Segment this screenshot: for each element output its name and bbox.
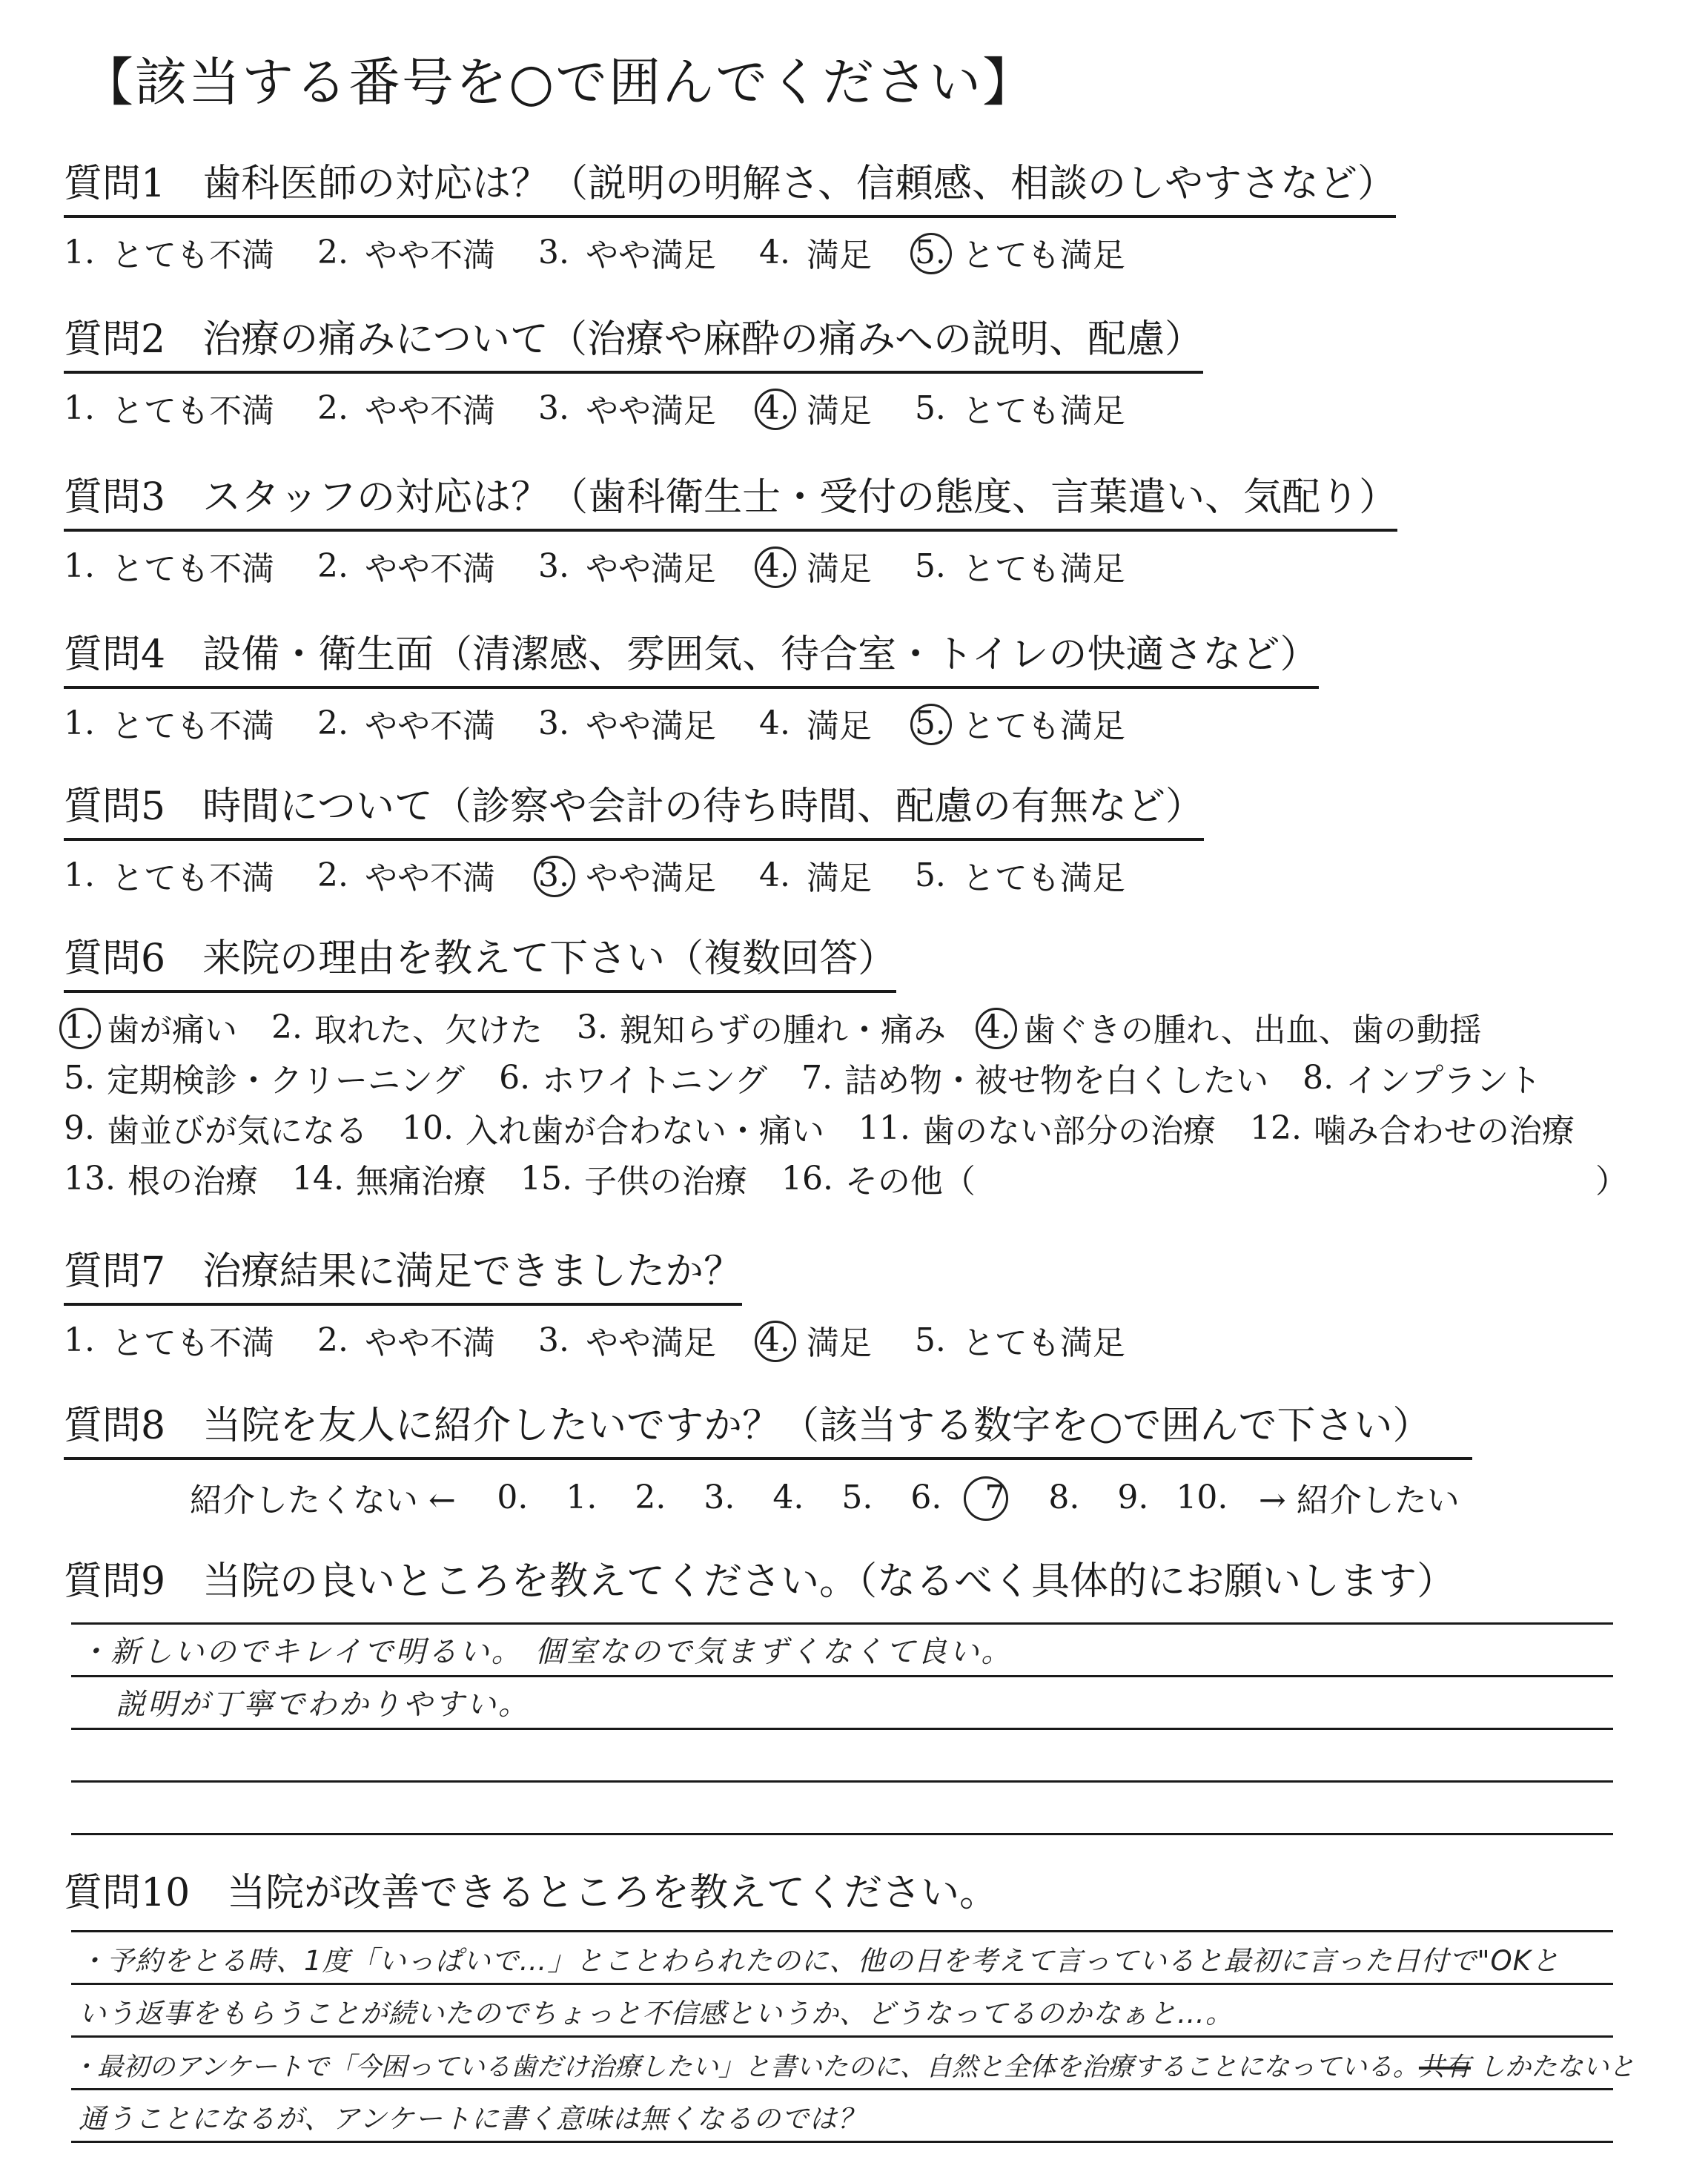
question-text: 時間について（診察や会計の待ち時間、配慮の有無など） — [202, 785, 1205, 829]
option-label: とても不満 — [110, 1324, 274, 1362]
struck-word: 共有 — [1418, 2052, 1471, 2082]
option-label: やや満足 — [585, 859, 716, 897]
rating-option — [915, 384, 1125, 432]
option-label: 親知らずの腫れ・痛み — [619, 1011, 946, 1049]
rating-option — [64, 851, 274, 899]
rating-option — [317, 699, 495, 747]
question-4 — [64, 623, 1650, 747]
answer-text: ・最初のアンケートで「今困っている歯だけ治療したい」と書いたのに、自然と全体を治療することになっている。 — [71, 2052, 1419, 2082]
other-close-paren: ） — [1595, 1163, 1628, 1200]
handwritten-answer: いう返事をもらうことが続いたのでちょっと不信感というか、どうなってるのかなぁと…。 — [79, 1998, 1234, 2029]
scale-value: 7 — [961, 1479, 1030, 1516]
question-text: 設備・衛生面（清潔感、雰囲気、待合室・トイレの快適さなど） — [202, 633, 1319, 677]
option-label: 取れた、欠けた — [314, 1011, 543, 1049]
option-label: ホワイトニング — [542, 1062, 768, 1100]
rating-option — [759, 542, 872, 589]
reason-option — [980, 1003, 1482, 1051]
question-8 — [64, 1394, 1650, 1521]
option-label: 噛み合わせの治療 — [1313, 1112, 1575, 1150]
option-label: とても不満 — [110, 237, 274, 274]
rating-option — [538, 228, 716, 276]
rating-option — [759, 699, 872, 747]
option-label: とても満足 — [961, 550, 1125, 588]
question-number: 質問9 — [64, 1559, 166, 1604]
handwritten-answer — [71, 2047, 1635, 2084]
scale-left-label: 紹介したくない ← — [190, 1482, 456, 1519]
option-label: やや不満 — [364, 707, 495, 745]
option-number: 14. — [291, 1159, 344, 1198]
answer-line — [71, 1932, 1613, 1985]
option-number: 1. — [64, 856, 95, 894]
answer-line — [71, 2038, 1635, 2090]
reason-option — [1250, 1104, 1575, 1152]
answer-text: しかたないと — [1479, 2052, 1635, 2082]
option-label: やや満足 — [585, 1324, 716, 1362]
option-number: 4. — [758, 389, 790, 427]
question-heading — [64, 1240, 742, 1306]
option-label: 歯のない部分の治療 — [921, 1112, 1216, 1150]
option-label: 満足 — [806, 392, 872, 430]
rating-options — [64, 384, 1650, 432]
option-number: 13. — [64, 1159, 116, 1198]
recommend-scale — [168, 1473, 1650, 1521]
reason-option — [1302, 1054, 1541, 1101]
option-number: 4. — [758, 856, 790, 894]
option-number: 1. — [64, 1008, 95, 1046]
question-3 — [64, 466, 1650, 589]
option-number: 2. — [317, 704, 348, 742]
answer-line — [71, 1572, 1613, 1625]
reason-option — [520, 1155, 747, 1202]
option-label: とても不満 — [110, 550, 274, 588]
rating-option — [759, 384, 872, 432]
option-label: とても不満 — [110, 392, 274, 430]
rating-option — [759, 228, 872, 276]
scale-value: 10. — [1176, 1478, 1228, 1516]
option-number: 2. — [271, 1008, 302, 1046]
scale-value: 1. — [566, 1478, 598, 1516]
option-label: やや満足 — [585, 707, 716, 745]
option-label: 満足 — [806, 707, 872, 745]
reason-option — [781, 1155, 976, 1202]
reason-row — [64, 1153, 1650, 1203]
option-number: 2. — [317, 233, 348, 271]
option-number: 1. — [64, 704, 95, 742]
question-text: 当院を友人に紹介したいですか？（該当する数字を○で囲んで下さい） — [202, 1404, 1431, 1448]
option-label: やや満足 — [585, 392, 716, 430]
option-number: 6. — [499, 1058, 531, 1097]
question-number: 質問4 — [64, 633, 166, 677]
question-number: 質問6 — [64, 937, 166, 981]
rating-options — [64, 1316, 1650, 1364]
scale-value: 0. — [497, 1478, 529, 1516]
option-number: 3. — [537, 546, 569, 585]
option-label: その他（ — [844, 1163, 976, 1200]
option-label: 詰め物・被せ物を白くしたい — [844, 1062, 1269, 1100]
rating-option — [317, 384, 495, 432]
option-label: 満足 — [806, 1324, 872, 1362]
rating-option — [915, 699, 1125, 747]
question-text: スタッフの対応は？（歯科衛生士・受付の態度、言葉遣い、気配り） — [202, 475, 1398, 520]
rating-option — [759, 851, 872, 899]
option-label: 子供の治療 — [583, 1163, 747, 1200]
rating-option — [64, 699, 274, 747]
rating-options — [64, 228, 1650, 276]
rating-option — [538, 1316, 716, 1364]
rating-option — [317, 1316, 495, 1364]
answer-line — [71, 1730, 1613, 1783]
reason-option — [858, 1104, 1216, 1152]
option-label: とても満足 — [961, 707, 1125, 745]
option-number: 4. — [758, 546, 790, 585]
handwritten-answer: ・新しいのでキレイで明るい。 個室なので気まずくなくて良い。 — [79, 1635, 1013, 1669]
option-number: 1. — [64, 546, 95, 585]
q9-answer-lines — [71, 1572, 1613, 1835]
option-number: 5. — [64, 1058, 95, 1097]
option-number: 5. — [914, 856, 946, 894]
reason-option — [499, 1054, 767, 1101]
option-number: 5. — [914, 546, 946, 585]
rating-option — [64, 1316, 274, 1364]
option-label: インプラント — [1345, 1062, 1542, 1100]
scale-value: 5. — [841, 1478, 873, 1516]
question-heading — [64, 308, 1203, 374]
answer-line — [71, 1880, 1613, 1932]
scale-value: 8. — [1048, 1478, 1080, 1516]
question-5 — [64, 775, 1650, 899]
option-label: やや満足 — [585, 237, 716, 274]
question-number: 質問5 — [64, 785, 166, 829]
option-label: やや不満 — [364, 859, 495, 897]
question-6 — [64, 927, 1650, 1203]
scale-value: 9. — [1117, 1478, 1149, 1516]
option-label: とても満足 — [961, 859, 1125, 897]
reason-option — [64, 1003, 237, 1051]
reason-option — [271, 1003, 543, 1051]
reason-option — [64, 1104, 368, 1152]
reason-option — [577, 1003, 946, 1051]
question-text: 治療の痛みについて（治療や麻酔の痛みへの説明、配慮） — [202, 317, 1204, 362]
option-number: 3. — [537, 704, 569, 742]
option-number: 5. — [914, 1321, 946, 1359]
reason-row — [64, 1002, 1650, 1052]
question-heading — [64, 152, 1396, 218]
option-number: 4. — [758, 704, 790, 742]
rating-option — [64, 228, 274, 276]
question-heading — [64, 623, 1319, 689]
option-number: 9. — [64, 1109, 95, 1147]
reason-option — [801, 1054, 1268, 1101]
reason-option — [64, 1155, 258, 1202]
option-number: 15. — [520, 1159, 572, 1198]
reason-row — [64, 1052, 1650, 1103]
question-number: 質問8 — [64, 1404, 166, 1448]
rating-options — [64, 699, 1650, 747]
option-number: 1. — [64, 233, 95, 271]
question-heading — [64, 927, 896, 993]
reason-row — [64, 1103, 1650, 1153]
option-number: 3. — [537, 389, 569, 427]
option-label: とても満足 — [961, 237, 1125, 274]
option-label: やや満足 — [585, 550, 716, 588]
handwritten-answer: ・予約をとる時、1度「いっぱいで…」とことわられたのに、他の日を考えて言っていると最初に言った日付で"OKと — [79, 1945, 1560, 1977]
option-label: 根の治療 — [127, 1163, 258, 1200]
rating-options — [64, 542, 1650, 589]
answer-line — [71, 1783, 1613, 1835]
option-label: 歯ぐきの腫れ、出血、歯の動揺 — [1022, 1011, 1482, 1049]
rating-option — [64, 384, 274, 432]
rating-option — [317, 228, 495, 276]
scale-value: 2. — [635, 1478, 666, 1516]
scale-values — [478, 1479, 1237, 1516]
reason-option — [402, 1104, 824, 1152]
question-1 — [64, 152, 1650, 276]
option-label: とても不満 — [110, 859, 274, 897]
option-number: 3. — [537, 856, 569, 894]
option-label: やや不満 — [364, 237, 495, 274]
rating-option — [915, 1316, 1125, 1364]
option-label: とても不満 — [110, 707, 274, 745]
rating-option — [64, 542, 274, 589]
answer-line — [71, 2090, 1613, 2143]
reason-option — [64, 1054, 465, 1101]
option-number: 11. — [858, 1109, 910, 1147]
option-label: やや不満 — [364, 392, 495, 430]
answer-line — [71, 1985, 1613, 2038]
option-number: 2. — [317, 546, 348, 585]
option-number: 5. — [914, 389, 946, 427]
rating-option — [759, 1316, 872, 1364]
scale-value: 6. — [910, 1478, 942, 1516]
page-title: 【該当する番号を○で囲んでください】 — [82, 52, 1036, 113]
option-label: 満足 — [806, 550, 872, 588]
option-label: とても満足 — [961, 1324, 1125, 1362]
scale-right-label: → 紹介したい — [1258, 1482, 1460, 1519]
option-label: やや不満 — [364, 550, 495, 588]
option-label: 満足 — [806, 237, 872, 274]
rating-option — [538, 851, 716, 899]
question-text: 歯科医師の対応は？（説明の明解さ、信頼感、相談のしやすさなど） — [202, 162, 1397, 206]
option-number: 3. — [576, 1008, 608, 1046]
option-number: 1. — [64, 389, 95, 427]
option-label: やや不満 — [364, 1324, 495, 1362]
option-number: 1. — [64, 1321, 95, 1359]
rating-option — [317, 542, 495, 589]
scale-value: 3. — [704, 1478, 735, 1516]
option-number: 7. — [801, 1058, 833, 1097]
reason-option — [292, 1155, 486, 1202]
option-number: 4. — [979, 1008, 1011, 1046]
question-number: 質問3 — [64, 475, 166, 520]
option-label: 定期検診・クリーニング — [106, 1062, 466, 1100]
rating-option — [538, 699, 716, 747]
option-label: 歯並びが気になる — [106, 1112, 368, 1150]
option-number: 2. — [317, 389, 348, 427]
question-text: 来院の理由を教えて下さい（複数回答） — [202, 937, 897, 981]
option-number: 16. — [781, 1159, 833, 1198]
rating-option — [538, 542, 716, 589]
question-number: 質問1 — [64, 162, 166, 206]
question-2 — [64, 308, 1650, 432]
scale-value: 4. — [772, 1478, 804, 1516]
question-text: 当院の良いところを教えてください。（なるべく具体的にお願いします） — [202, 1559, 1456, 1604]
answer-line — [71, 1677, 1613, 1730]
option-label: とても満足 — [961, 392, 1125, 430]
option-number: 2. — [317, 856, 348, 894]
question-heading — [64, 1394, 1472, 1460]
question-text: 治療結果に満足できましたか？ — [202, 1249, 743, 1294]
option-number: 10. — [401, 1109, 454, 1147]
option-label: 無痛治療 — [355, 1163, 486, 1200]
rating-option — [538, 384, 716, 432]
reason-options — [64, 1002, 1650, 1203]
option-number: 5. — [914, 704, 946, 742]
handwritten-answer: 説明が丁寧でわかりやすい。 — [116, 1688, 530, 1722]
q10-answer-lines — [71, 1880, 1635, 2143]
option-label: 入れ歯が合わない・痛い — [465, 1112, 824, 1150]
option-number: 2. — [317, 1321, 348, 1359]
question-heading — [64, 775, 1204, 841]
rating-option — [317, 851, 495, 899]
option-number: 4. — [758, 233, 790, 271]
option-number: 4. — [758, 1321, 790, 1359]
option-number: 3. — [537, 233, 569, 271]
option-number: 12. — [1249, 1109, 1302, 1147]
handwritten-answer: 通うことになるが、アンケートに書く意味は無くなるのでは？ — [79, 2103, 866, 2135]
question-heading — [64, 466, 1397, 532]
question-number: 質問10 — [64, 1871, 191, 1915]
question-text: 当院が改善できるところを教えてください。 — [227, 1871, 999, 1915]
rating-options — [64, 851, 1650, 899]
rating-option — [915, 851, 1125, 899]
question-7 — [64, 1240, 1650, 1364]
answer-line — [71, 1625, 1613, 1677]
option-label: 満足 — [806, 859, 872, 897]
question-number: 質問7 — [64, 1249, 166, 1294]
option-number: 5. — [914, 233, 946, 271]
option-number: 3. — [537, 1321, 569, 1359]
option-label: 歯が痛い — [106, 1011, 237, 1049]
question-number: 質問2 — [64, 317, 166, 362]
rating-option — [915, 542, 1125, 589]
rating-option — [915, 228, 1125, 276]
option-number: 8. — [1302, 1058, 1334, 1097]
